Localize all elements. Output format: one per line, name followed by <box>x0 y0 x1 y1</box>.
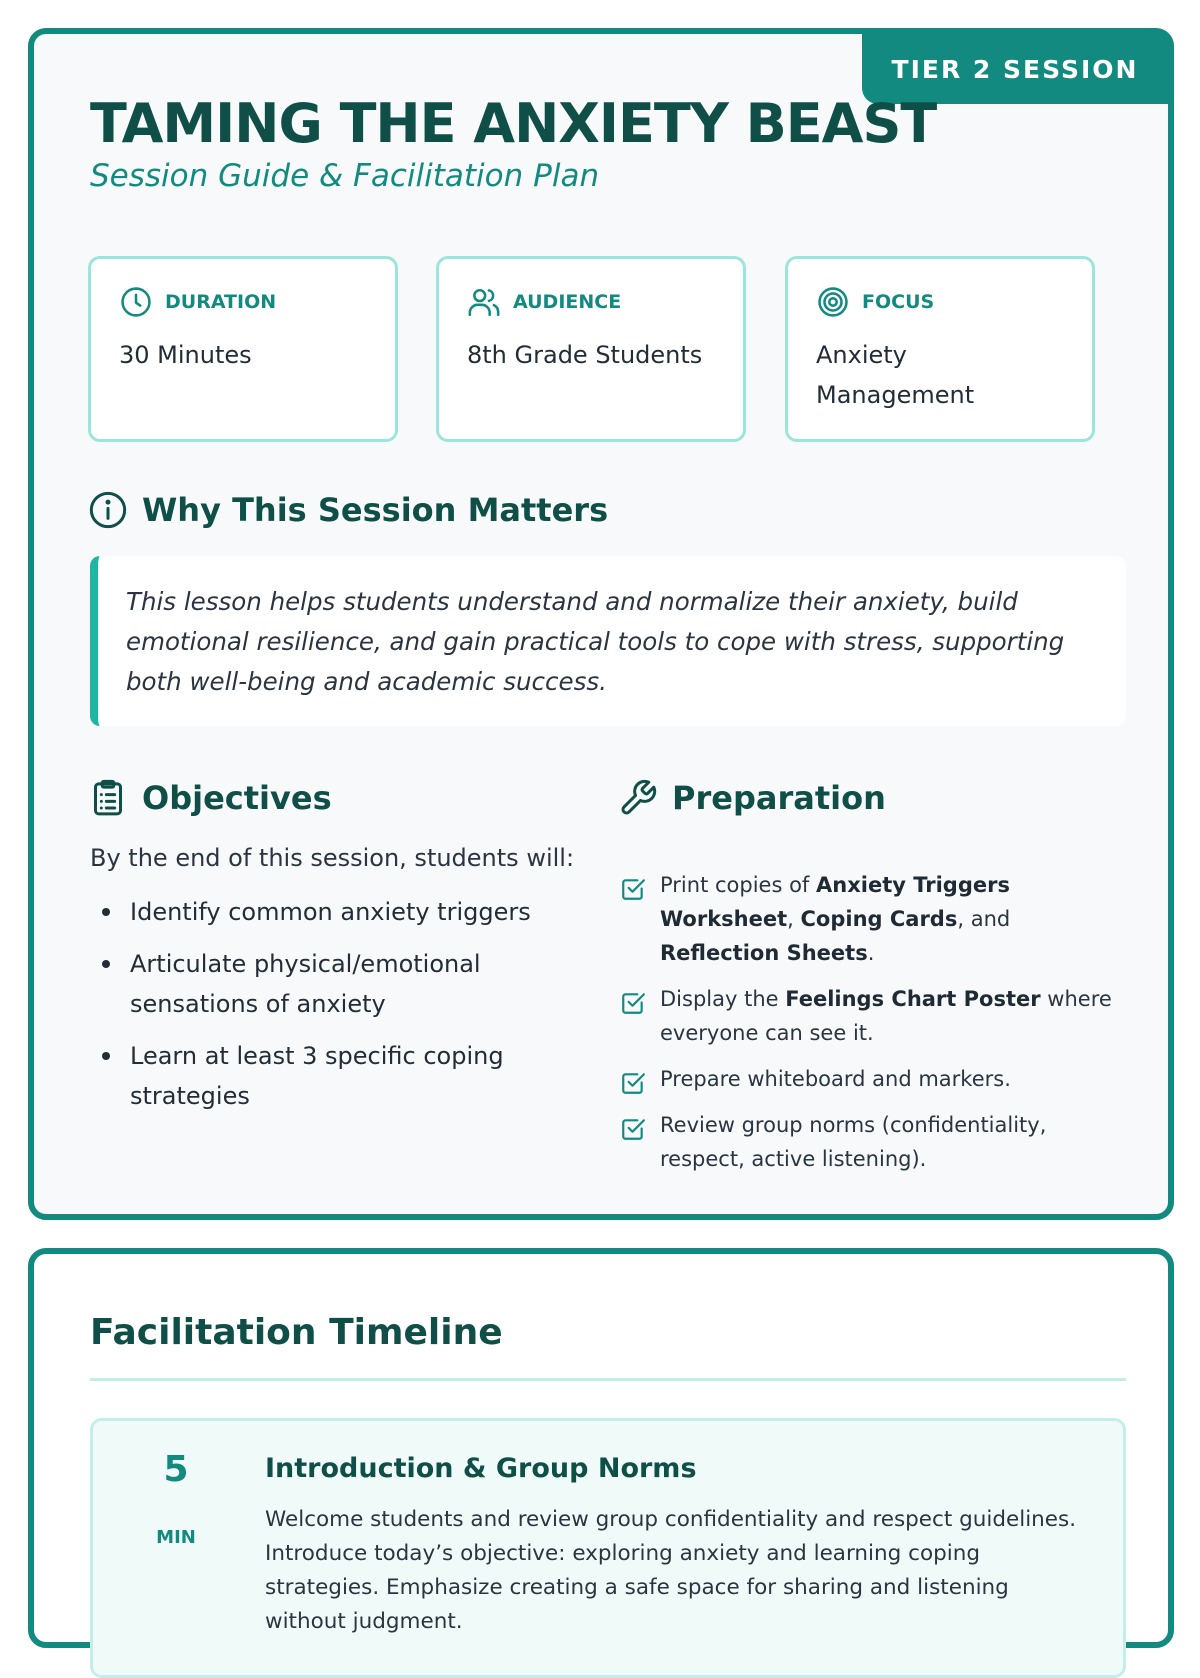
info-card-audience <box>436 256 746 442</box>
why-quote-box <box>90 556 1126 726</box>
prep-item-emphasis: Coping Cards <box>800 907 958 931</box>
checkbox-checked-icon <box>620 876 646 902</box>
prep-item-segment: . <box>867 941 875 965</box>
step-description: Welcome students and review group confidentiality and respect guidelines. Introduce today’s objective: exploring anxiety and learning coping strategies. Emphasize creating a safe space for sharing and listening without judgment. <box>265 1507 1077 1634</box>
info-card-focus <box>785 256 1095 442</box>
tier-badge: TIER 2 SESSION <box>862 34 1168 104</box>
info-card-duration <box>88 256 398 442</box>
clipboard-icon <box>88 778 128 818</box>
objectives-title: Objectives <box>142 779 332 817</box>
step-title: Introduction & Group Norms <box>265 1453 697 1484</box>
prep-item-segment: where everyone can see it. <box>660 987 1112 1045</box>
prep-item-segment: Prepare whiteboard and markers. <box>660 1067 1011 1091</box>
objectives-list <box>90 892 590 1128</box>
checkbox-checked-icon <box>620 1116 646 1142</box>
checkbox-checked-icon <box>620 990 646 1016</box>
checkbox-checked-icon <box>620 1070 646 1096</box>
preparation-list <box>620 868 1130 1188</box>
objectives-header <box>88 778 332 818</box>
info-card-value: 30 Minutes <box>119 341 252 369</box>
prep-item-segment: , and <box>957 907 1011 931</box>
prep-item-emphasis: Feelings Chart Poster <box>785 987 1041 1011</box>
info-card-label: FOCUS <box>862 291 935 313</box>
prep-item-text <box>660 1062 1011 1096</box>
prep-item <box>620 868 1130 970</box>
why-section-title: Why This Session Matters <box>142 491 609 529</box>
timeline-divider <box>90 1378 1126 1381</box>
step-duration: 5 <box>163 1449 189 1490</box>
prep-item-segment: Print copies of <box>660 873 816 897</box>
prep-item-segment: Review group norms (confidentiality, respect, active listening). <box>660 1113 1047 1171</box>
prep-item-segment: , <box>787 907 801 931</box>
prep-item-segment: Display the <box>660 987 786 1011</box>
objective-item: Learn at least 3 specific coping strategies <box>90 1036 590 1116</box>
info-card-label: DURATION <box>165 291 277 313</box>
why-text: This lesson helps students understand and normalize their anxiety, build emotional resilience, and gain practical tools to cope with stress, supporting both well-being and academic success. <box>126 587 1065 696</box>
session-overview-card <box>28 28 1174 1220</box>
prep-item-text <box>660 868 1130 970</box>
prep-item-emphasis: Anxiety Triggers Worksheet <box>660 873 1010 931</box>
page-subtitle: Session Guide & Facilitation Plan <box>90 158 600 194</box>
prep-item <box>620 982 1130 1050</box>
preparation-title: Preparation <box>672 779 886 817</box>
info-card-value: 8th Grade Students <box>467 341 703 369</box>
prep-item-emphasis: Reflection Sheets <box>660 941 868 965</box>
wrench-icon <box>618 778 658 818</box>
timeline-step <box>90 1418 1126 1678</box>
objective-item: Identify common anxiety triggers <box>90 892 590 932</box>
prep-item <box>620 1062 1130 1096</box>
page-title: TAMING THE ANXIETY BEAST <box>90 92 937 155</box>
preparation-header <box>618 778 886 818</box>
info-card-value: Anxiety Management <box>816 341 975 409</box>
prep-item-text <box>660 1108 1130 1176</box>
users-icon <box>467 285 501 319</box>
timeline-title: Facilitation Timeline <box>90 1312 503 1353</box>
step-duration-unit: MIN <box>156 1527 196 1548</box>
why-section-header <box>88 490 608 530</box>
objective-item: Articulate physical/emotional sensations of anxiety <box>90 944 590 1024</box>
target-icon <box>816 285 850 319</box>
info-card-label: AUDIENCE <box>513 291 622 313</box>
prep-item-text <box>660 982 1130 1050</box>
timeline-card <box>28 1248 1174 1648</box>
info-icon <box>88 490 128 530</box>
objectives-intro: By the end of this session, students will: <box>90 844 575 872</box>
prep-item <box>620 1108 1130 1176</box>
clock-icon <box>119 285 153 319</box>
